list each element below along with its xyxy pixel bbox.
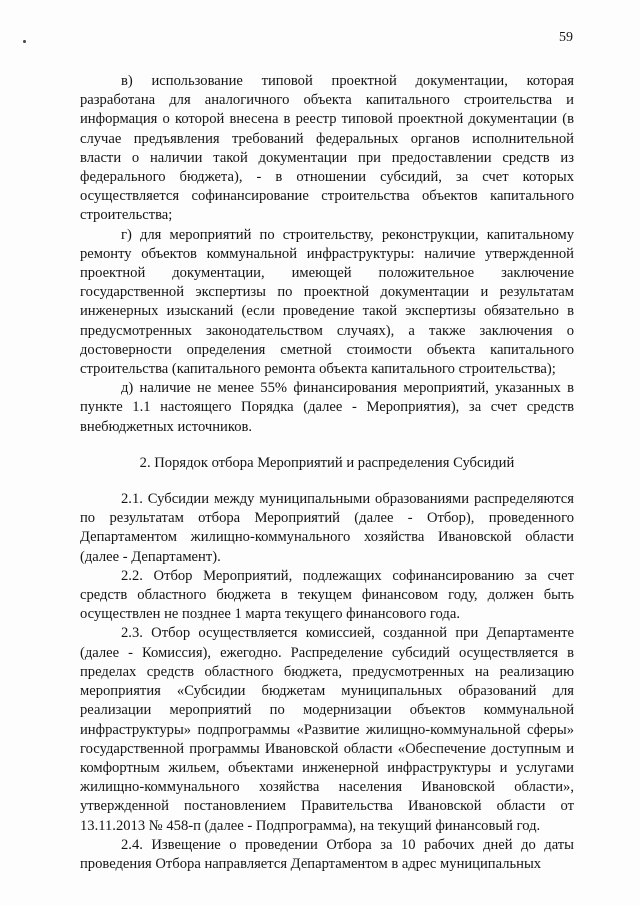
paragraph-2-1: 2.1. Субсидии между муниципальными образованиями распределяются по результатам отбора Мероприятий (далее - Отбор), проведенного Департаментом жилищно-коммунального хозяйства Ивановской области (далее - Департамент). xyxy=(80,491,574,565)
page-number: 59 xyxy=(559,30,573,45)
paragraph-2-3: 2.3. Отбор осуществляется комиссией, созданной при Департаменте (далее - Комиссия), ежегодно. Распределение субсидий осуществляется в пределах средств областного бюджета, предусмотренных на реализацию мероприятия «Субсидии бюджетам муниципальных образований для реализации мероприятий по модернизации объектов коммунальной инфраструктуры» подпрограммы «Развитие жилищно-коммунальной сферы» государственной программы Ивановской области «Обеспечение доступным и комфортным жильем, объектами инженерной инфраструктуры и услугами жилищно-коммунального хозяйства населения Ивановской области», утвержденной постановлением Правительства Ивановской области от 13.11.2013 № 458-п (далее - Подпрограмма), на текущий финансовый год. xyxy=(80,625,574,834)
paragraph-2-2: 2.2. Отбор Мероприятий, подлежащих софинансированию за счет средств областного бюджета в текущем финансовом году, должен быть осуществлен не позднее 1 марта текущего финансового года. xyxy=(80,567,574,623)
document-body xyxy=(80,72,574,874)
paragraph-d: д) наличие не менее 55% финансирования мероприятий, указанных в пункте 1.1 настоящего Порядка (далее - Мероприятия), за счет средств внебюджетных источников. xyxy=(80,380,574,435)
section-heading: 2. Порядок отбора Мероприятий и распределения Субсидий xyxy=(139,454,515,471)
scan-speck xyxy=(23,40,26,43)
paragraph-2-4: 2.4. Извещение о проведении Отбора за 10 рабочих дней до даты проведения Отбора направляется Департаментом в адрес муниципальных xyxy=(80,836,574,872)
paragraph-g: г) для мероприятий по строительству, реконструкции, капитальному ремонту объектов коммунальной инфраструктуры: наличие утвержденной проектной документации, имеющей положительное заключение государственной экспертизы по проектной документации и результатам инженерных изысканий (если проведение такой экспертизы обязательно в предусмотренных законодательством случаях), а также заключения о достоверности определения сметной стоимости объекта капитального строительства (капитального ремонта объекта капитального строительства); xyxy=(80,226,574,378)
paragraph-v: в) использование типовой проектной документации, которая разработана для аналогичного объекта капитального строительства и информация о которой внесена в реестр типовой проектной документации (в случае предъявления требований федеральных органов исполнительной власти о наличии такой документации при предоставлении средств из федерального бюджета), - в отношении субсидий, за счет которых осуществляется софинансирование строительства объектов капитального строительства; xyxy=(80,73,574,224)
